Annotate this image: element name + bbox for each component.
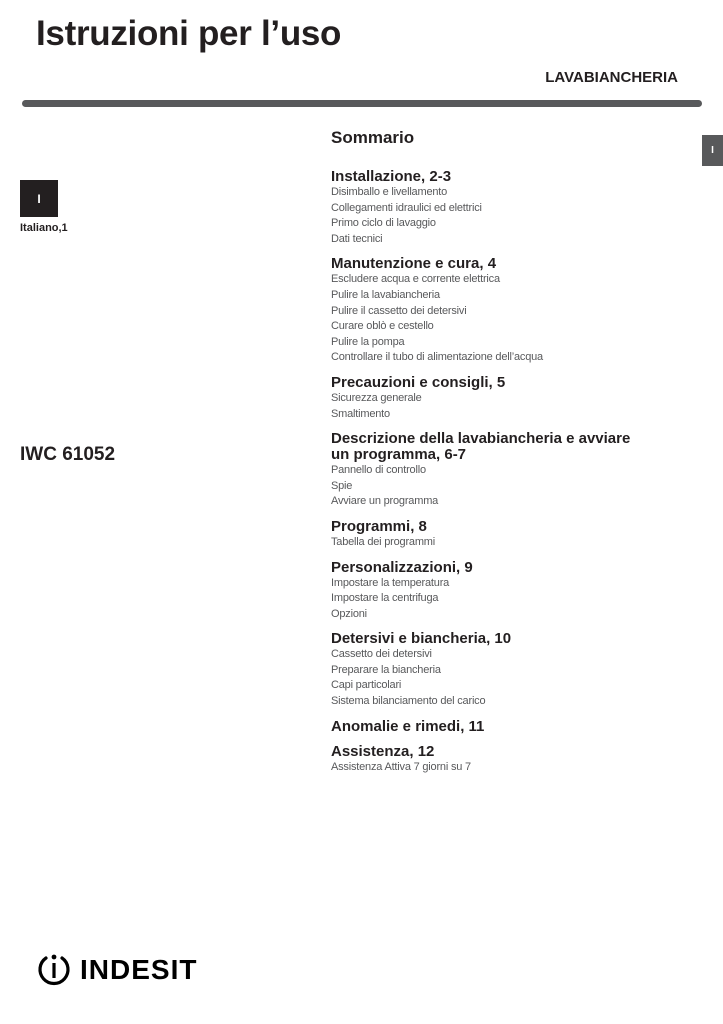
model-number: IWC 61052 (20, 444, 116, 465)
toc-item: Spie (331, 479, 353, 492)
toc-section (331, 744, 691, 776)
toc-section-title: Personalizzazioni, 9 (331, 558, 473, 576)
toc-item: Pulire la pompa (331, 335, 405, 348)
toc-item: Pulire la lavabiancheria (331, 288, 440, 301)
brand-logo (36, 952, 197, 988)
toc-section-title: Assistenza, 12 (331, 742, 435, 760)
toc-section-title: Anomalie e rimedi, 11 (331, 717, 485, 735)
toc-item: Smaltimento (331, 407, 390, 420)
toc-item: Avviare un programma (331, 495, 439, 508)
language-side-tab (702, 135, 723, 166)
toc-section-title: Manutenzione e cura, 4 (331, 255, 497, 273)
toc-section-title: Descrizione della lavabiancheria e avviare un programma, 6-7 (331, 430, 631, 464)
toc-item: Escludere acqua e corrente elettrica (331, 273, 500, 286)
toc-title: Sommario (331, 128, 415, 147)
toc-item: Impostare la temperatura (331, 576, 450, 589)
toc-section-title: Detersivi e biancheria, 10 (331, 630, 512, 648)
toc-item: Assistenza Attiva 7 giorni su 7 (331, 760, 471, 773)
toc-item: Disimballo e livellamento (331, 186, 448, 198)
toc-item: Impostare la centrifuga (331, 592, 439, 605)
toc-item: Controllare il tubo di alimentazione dell’acqua (331, 351, 543, 364)
language-code: I (37, 191, 41, 206)
table-of-contents (331, 128, 691, 784)
toc-item: Sistema bilanciamento del carico (331, 695, 486, 708)
toc-section (331, 560, 691, 623)
toc-item: Pulire il cassetto dei detersivi (331, 304, 467, 317)
toc-section-title: Installazione, 2-3 (331, 168, 452, 185)
toc-item: Preparare la biancheria (331, 663, 441, 676)
header-divider (22, 100, 702, 107)
toc-item: Tabella dei programmi (331, 535, 436, 548)
toc-item: Opzioni (331, 607, 367, 620)
toc-item: Capi particolari (331, 679, 402, 692)
brand-name: INDESIT (80, 954, 198, 985)
language-badge (20, 180, 58, 217)
toc-item: Collegamenti idraulici ed elettrici (331, 201, 482, 214)
toc-section (331, 631, 691, 709)
product-type: LAVABIANCHERIA (545, 69, 678, 86)
language-label: Italiano,1 (20, 222, 68, 234)
toc-sections (331, 169, 691, 775)
toc-section (331, 169, 691, 247)
indesit-power-i-icon (36, 952, 72, 988)
toc-section (331, 431, 691, 510)
toc-section (331, 375, 691, 422)
page-title: Istruzioni per l’uso (36, 14, 342, 53)
side-tab-label: I (711, 145, 714, 156)
toc-section (331, 719, 691, 735)
toc-section (331, 519, 691, 551)
toc-item: Pannello di controllo (331, 464, 426, 477)
toc-section (331, 256, 691, 366)
toc-item: Dati tecnici (331, 232, 383, 245)
toc-item: Primo ciclo di lavaggio (331, 217, 436, 230)
toc-item: Curare oblò e cestello (331, 320, 434, 333)
toc-section-title: Precauzioni e consigli, 5 (331, 373, 506, 391)
toc-section-title: Programmi, 8 (331, 517, 427, 535)
toc-item: Sicurezza generale (331, 391, 422, 404)
toc-item: Cassetto dei detersivi (331, 648, 432, 661)
